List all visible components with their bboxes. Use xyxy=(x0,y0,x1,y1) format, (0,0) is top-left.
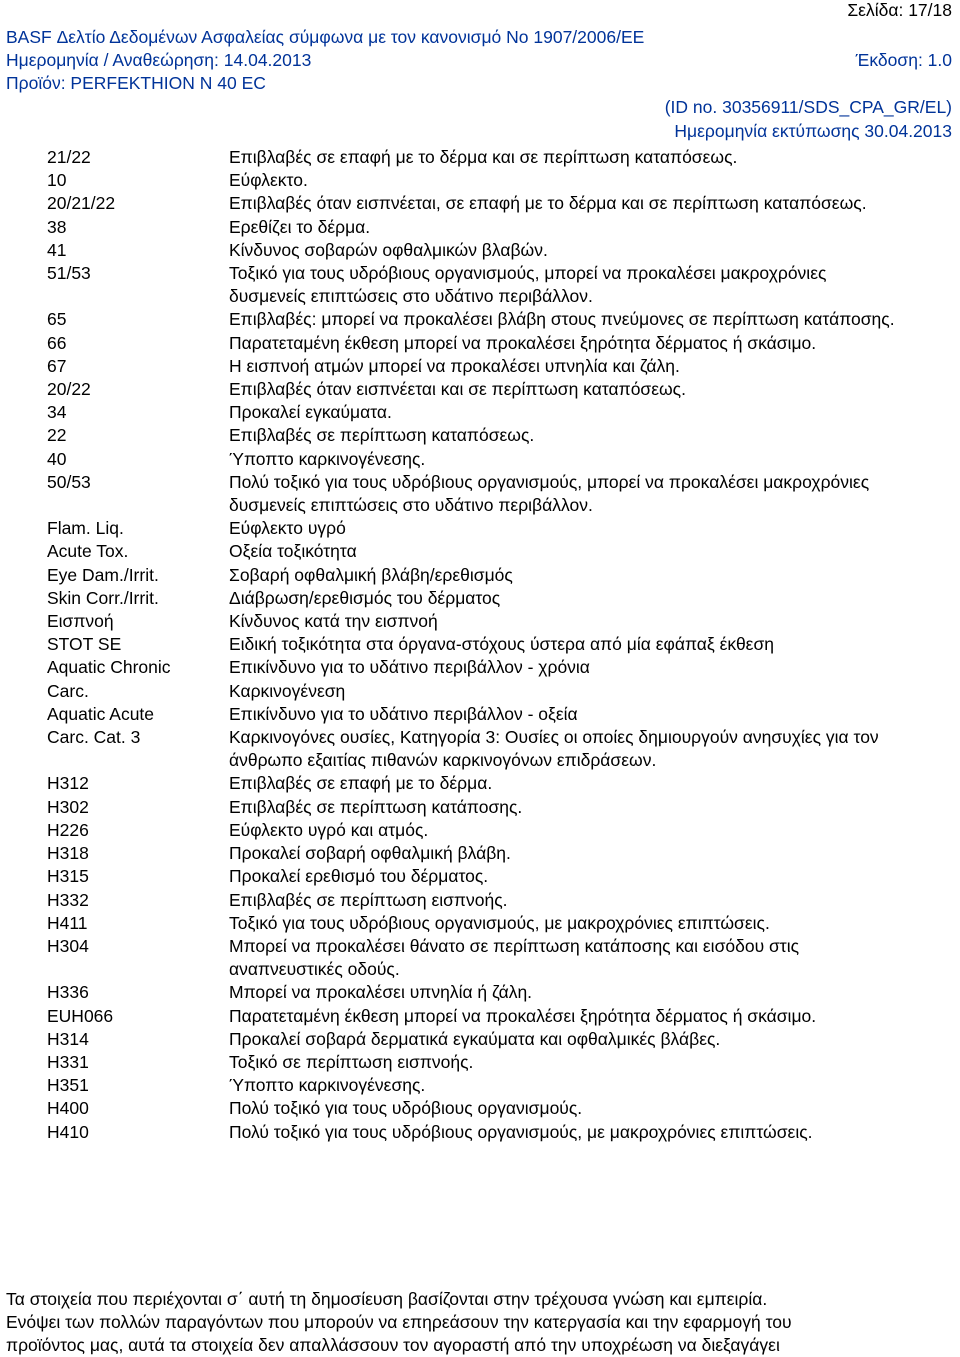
phrase-row xyxy=(0,262,960,308)
phrase-row xyxy=(0,332,960,355)
phrase-text: Προκαλεί σοβαρά δερματικά εγκαύματα και οφθαλμικές βλάβες. xyxy=(229,1028,721,1049)
phrase-code: 20/22 xyxy=(47,379,91,400)
phrase-code: 21/22 xyxy=(47,147,91,167)
phrase-text: Πολύ τοξικό για τους υδρόβιους οργανισμούς, μπορεί να προκαλέσει μακροχρόνιες δυσμενείς επιπτώσεις στο υδάτινο περιβάλλον. xyxy=(229,471,870,516)
phrase-text: Ερεθίζει το δέρμα. xyxy=(229,216,371,237)
phrase-row xyxy=(0,610,960,633)
phrase-code: H302 xyxy=(47,796,89,817)
phrase-code: 38 xyxy=(47,216,67,237)
phrase-code: Carc. Cat. 3 xyxy=(47,727,141,748)
phrase-row xyxy=(0,912,960,935)
phrase-row xyxy=(0,842,960,865)
phrase-text: Προκαλεί ερεθισμό του δέρματος. xyxy=(229,866,489,887)
phrase-text: Επιβλαβές όταν εισπνέεται, σε επαφή με το δέρμα και σε περίπτωση καταπόσεως. xyxy=(229,193,867,214)
phrase-row xyxy=(0,680,960,703)
phrase-text: Κίνδυνος κατά την εισπνοή xyxy=(229,611,438,632)
phrase-code: 10 xyxy=(47,170,67,191)
phrase-row xyxy=(0,889,960,912)
phrase-code: Skin Corr./Irrit. xyxy=(47,587,159,608)
print-date: Ημερομηνία εκτύπωσης 30.04.2013 xyxy=(674,121,952,141)
phrase-code: H226 xyxy=(47,819,89,840)
phrase-code: 66 xyxy=(47,332,67,353)
phrase-row xyxy=(0,726,960,772)
phrase-row xyxy=(0,1121,960,1144)
phrase-row xyxy=(0,401,960,424)
phrase-code: STOT SE xyxy=(47,634,122,655)
phrase-text: Μπορεί να προκαλέσει υπνηλία ή ζάλη. xyxy=(229,982,533,1003)
phrase-code: Eye Dam./Irrit. xyxy=(47,564,159,585)
phrase-code: 51/53 xyxy=(47,263,91,284)
phrase-row xyxy=(0,471,960,517)
phrase-row xyxy=(0,656,960,679)
phrase-text: Ειδική τοξικότητα στα όργανα-στόχους ύστερα από μία εφάπαξ έκθεση xyxy=(229,634,775,655)
phrase-text: Η εισπνοή ατμών μπορεί να προκαλέσει υπνηλία και ζάλη. xyxy=(229,355,680,376)
phrase-row xyxy=(0,424,960,447)
disclaimer-line: προϊόντος μας, αυτά τα στοιχεία δεν απαλλάσσουν τον αγοραστή από την υποχρέωση να διεξαγάγει xyxy=(6,1335,780,1355)
phrase-code: Acute Tox. xyxy=(47,541,129,562)
phrase-text: Επιβλαβές σε επαφή με το δέρμα. xyxy=(229,773,493,794)
phrase-row xyxy=(0,1028,960,1051)
phrase-text: Επιβλαβές σε περίπτωση κατάποσης. xyxy=(229,796,523,817)
phrase-code: H332 xyxy=(47,889,89,910)
phrase-code: 34 xyxy=(47,402,67,423)
phrase-code: H336 xyxy=(47,982,89,1003)
phrase-text: Πολύ τοξικό για τους υδρόβιους οργανισμούς, με μακροχρόνιες επιπτώσεις. xyxy=(229,1121,813,1142)
phrase-code: H312 xyxy=(47,773,89,794)
phrase-text: Εύφλεκτο υγρό xyxy=(229,518,346,539)
phrase-code: Flam. Liq. xyxy=(47,518,124,539)
phrase-row xyxy=(0,355,960,378)
phrase-row xyxy=(0,517,960,540)
phrase-code: 50/53 xyxy=(47,471,91,492)
phrase-row xyxy=(0,378,960,401)
phrase-row xyxy=(0,1005,960,1028)
phrase-row xyxy=(0,169,960,192)
phrase-text: Ύποπτο καρκινογένεσης. xyxy=(229,1075,426,1096)
phrase-code: Aquatic Chronic xyxy=(47,657,171,678)
phrase-row xyxy=(0,540,960,563)
phrase-text: Προκαλεί εγκαύματα. xyxy=(229,402,392,423)
phrase-code: 40 xyxy=(47,448,67,469)
phrase-row xyxy=(0,448,960,471)
phrase-text: Επιβλαβές σε περίπτωση καταπόσεως. xyxy=(229,425,535,446)
phrase-row xyxy=(0,239,960,262)
phrase-text: Διάβρωση/ερεθισμός του δέρματος xyxy=(229,587,501,608)
edition: Έκδοση: 1.0 xyxy=(855,50,952,70)
phrase-row xyxy=(0,146,960,169)
phrase-code: 22 xyxy=(47,425,67,446)
phrase-text: Παρατεταμένη έκθεση μπορεί να προκαλέσει ξηρότητα δέρματος ή σκάσιμο. xyxy=(229,1005,817,1026)
revision-date: Ημερομηνία / Αναθεώρηση: 14.04.2013 xyxy=(6,50,312,70)
document-id: (ID no. 30356911/SDS_CPA_GR/EL) xyxy=(664,97,952,117)
disclaimer-line: Ενόψει των πολλών παραγόντων που μπορούν να επηρεάσουν την κατεργασία και την εφαρμογή του xyxy=(6,1312,792,1332)
phrase-row xyxy=(0,564,960,587)
phrase-text: Ύποπτο καρκινογένεσης. xyxy=(229,448,426,469)
phrase-text: Πολύ τοξικό για τους υδρόβιους οργανισμούς. xyxy=(229,1098,583,1119)
phrase-code: 65 xyxy=(47,309,67,330)
phrase-row xyxy=(0,587,960,610)
phrase-text: Παρατεταμένη έκθεση μπορεί να προκαλέσει ξηρότητα δέρματος ή σκάσιμο. xyxy=(229,332,817,353)
phrase-code: H411 xyxy=(47,912,88,933)
phrase-row xyxy=(0,865,960,888)
phrase-text: Σοβαρή οφθαλμική βλάβη/ερεθισμός xyxy=(229,564,513,585)
hazard-phrases-list xyxy=(0,146,960,1144)
phrase-code: H315 xyxy=(47,866,89,887)
phrase-text: Τοξικό για τους υδρόβιους οργανισμούς, με μακροχρόνιες επιπτώσεις. xyxy=(229,912,770,933)
disclaimer xyxy=(6,1288,956,1357)
phrase-code: H351 xyxy=(47,1075,89,1096)
phrase-code: H400 xyxy=(47,1098,89,1119)
phrase-text: Προκαλεί σοβαρή οφθαλμική βλάβη. xyxy=(229,843,511,864)
phrase-code: 41 xyxy=(47,239,67,260)
phrase-text: Τοξικό για τους υδρόβιους οργανισμούς, μπορεί να προκαλέσει μακροχρόνιες δυσμενείς επιπτώσεις στο υδάτινο περιβάλλον. xyxy=(229,263,827,307)
phrase-row xyxy=(0,796,960,819)
phrase-text: Καρκινογένεση xyxy=(229,680,346,701)
phrase-row xyxy=(0,1074,960,1097)
phrase-row xyxy=(0,703,960,726)
phrase-text: Επιβλαβές σε περίπτωση εισπνοής. xyxy=(229,889,508,910)
phrase-row xyxy=(0,308,960,331)
phrase-text: Επιβλαβές σε επαφή με το δέρμα και σε περίπτωση καταπόσεως. xyxy=(229,147,738,167)
phrase-code: Carc. xyxy=(47,680,89,701)
phrase-text: Τοξικό σε περίπτωση εισπνοής. xyxy=(229,1051,474,1072)
phrase-code: H314 xyxy=(47,1028,89,1049)
phrase-text: Κίνδυνος σοβαρών οφθαλμικών βλαβών. xyxy=(229,239,548,260)
phrase-row xyxy=(0,1097,960,1120)
phrase-row xyxy=(0,192,960,215)
phrase-code: 20/21/22 xyxy=(47,193,116,214)
phrase-text: Επικίνδυνο για το υδάτινο περιβάλλον - χρόνια xyxy=(229,657,590,678)
phrase-text: Επιβλαβές: μπορεί να προκαλέσει βλάβη στους πνεύμονες σε περίπτωση κατάποσης. xyxy=(229,309,895,330)
phrase-row xyxy=(0,981,960,1004)
phrase-row xyxy=(0,216,960,239)
phrase-code: 67 xyxy=(47,355,67,376)
phrase-text: Εύφλεκτο. xyxy=(229,170,308,191)
phrase-row xyxy=(0,772,960,795)
product-name: Προϊόν: PERFEKTHION N 40 EC xyxy=(6,73,266,93)
phrase-code: H410 xyxy=(47,1121,89,1142)
phrase-text: Μπορεί να προκαλέσει θάνατο σε περίπτωση κατάποσης και εισόδου στις αναπνευστικές οδούς. xyxy=(229,935,800,980)
phrase-code: H331 xyxy=(47,1051,89,1072)
phrase-text: Οξεία τοξικότητα xyxy=(229,541,357,562)
phrase-row xyxy=(0,1051,960,1074)
disclaimer-line: Τα στοιχεία που περιέχονται σ΄ αυτή τη δημοσίευση βασίζονται στην τρέχουσα γνώση και εμπειρία. xyxy=(6,1289,768,1309)
phrase-code: H318 xyxy=(47,843,89,864)
document-title: BASF Δελτίο Δεδομένων Ασφαλείας σύμφωνα με τον κανονισμό No 1907/2006/ΕΕ xyxy=(6,27,645,47)
phrase-code: EUH066 xyxy=(47,1005,114,1026)
phrase-code: H304 xyxy=(47,935,89,956)
phrase-text: Επιβλαβές όταν εισπνέεται και σε περίπτωση καταπόσεως. xyxy=(229,379,686,400)
phrase-row xyxy=(0,935,960,981)
phrase-text: Καρκινογόνες ουσίες, Κατηγορία 3: Ουσίες οι οποίες δημιουργούν ανησυχίες για τον άνθρωπο εξαιτίας πιθανών καρκινογόνων επιδράσεων. xyxy=(229,727,879,771)
phrase-code: Εισπνοή xyxy=(47,611,114,632)
phrase-text: Εύφλεκτο υγρό και ατμός. xyxy=(229,819,429,840)
phrase-row xyxy=(0,819,960,842)
phrase-code: Aquatic Acute xyxy=(47,703,155,724)
phrase-row xyxy=(0,633,960,656)
page-number: Σελίδα: 17/18 xyxy=(847,0,952,20)
phrase-text: Επικίνδυνο για το υδάτινο περιβάλλον - οξεία xyxy=(229,703,578,724)
